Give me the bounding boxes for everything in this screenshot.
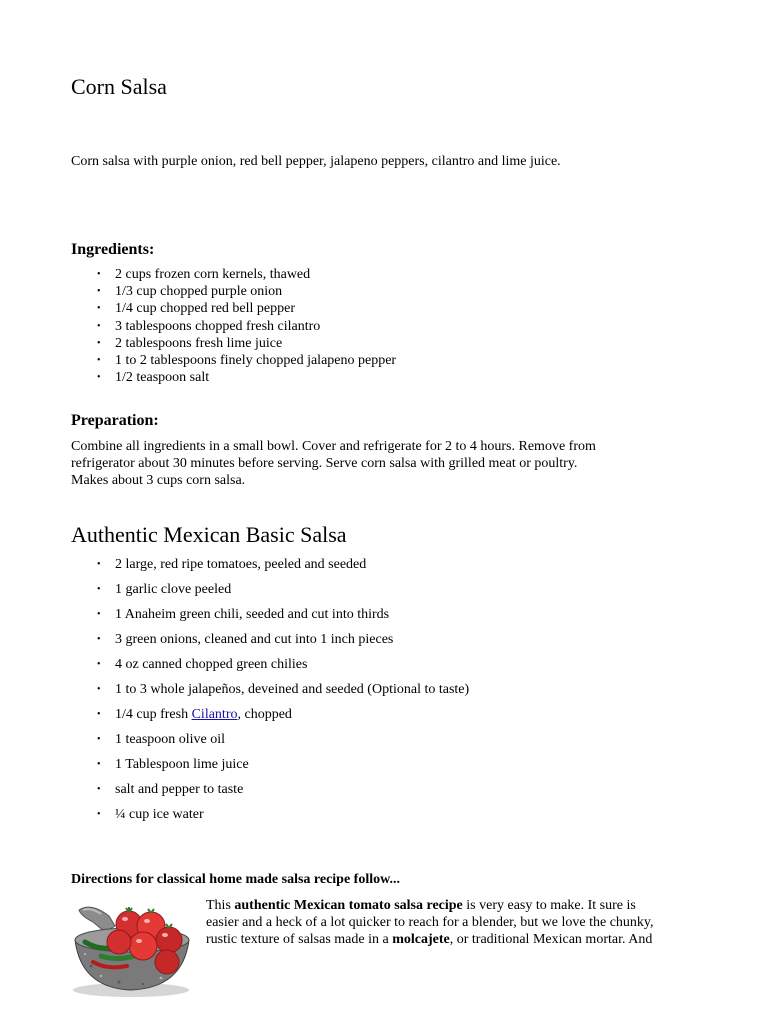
corn-salsa-description: Corn salsa with purple onion, red bell pepper, jalapeno peppers, cilantro and lime juice.	[71, 154, 561, 169]
preparation-text	[71, 438, 596, 489]
list-item: • 1 to 3 whole jalapeños, deveined and seeded (Optional to taste)	[71, 677, 731, 702]
intro-line: easier and a heck of a lot quicker to reach for a blender, but we love the chunky,	[206, 915, 654, 930]
bullet-icon: •	[97, 286, 101, 298]
list-item: • 3 green onions, cleaned and cut into 1 inch pieces	[71, 627, 731, 652]
bullet-icon: •	[97, 634, 101, 645]
list-item: • 2 large, red ripe tomatoes, peeled and seeded	[71, 552, 731, 577]
list-item: • 4 oz canned chopped green chilies	[71, 652, 731, 677]
preparation-heading: Preparation:	[71, 412, 159, 429]
cilantro-link[interactable]: Cilantro	[191, 707, 238, 722]
bullet-icon: •	[97, 372, 101, 384]
list-item: • 1 garlic clove peeled	[71, 577, 731, 602]
corn-salsa-ingredient-list	[71, 266, 711, 386]
intro-line: This authentic Mexican tomato salsa recipe is very easy to make. It sure is	[206, 898, 636, 913]
list-item: • 2 tablespoons fresh lime juice	[97, 335, 283, 351]
bullet-icon: •	[97, 684, 101, 695]
list-item: • 1/2 teaspoon salt	[97, 370, 210, 386]
bullet-icon: •	[97, 269, 101, 280]
list-item: • 3 tablespoons chopped fresh cilantro	[97, 318, 321, 334]
intro-line: rustic texture of salsas made in a molcajete, or traditional Mexican mortar. And	[206, 932, 653, 947]
bullet-icon: •	[97, 659, 101, 670]
bullet-icon: •	[97, 559, 101, 570]
bullet-icon: •	[97, 809, 101, 820]
basic-salsa-title: Authentic Mexican Basic Salsa	[71, 522, 347, 547]
list-item: • 1 Tablespoon lime juice	[71, 752, 731, 777]
basic-salsa-ingredient-list	[71, 552, 731, 827]
list-item: • salt and pepper to taste	[71, 777, 731, 802]
list-item: • 1 teaspoon olive oil	[71, 727, 731, 752]
bullet-icon: •	[97, 584, 101, 595]
bullet-icon: •	[97, 759, 101, 770]
list-item: • 1 Anaheim green chili, seeded and cut into thirds	[71, 602, 731, 627]
corn-salsa-title: Corn Salsa	[71, 74, 167, 99]
bullet-icon: •	[97, 609, 101, 620]
preparation-line: Combine all ingredients in a small bowl. Cover and refrigerate for 2 to 4 hours. Remove from	[71, 439, 596, 454]
list-item: • ¼ cup ice water	[71, 802, 731, 827]
ingredients-heading: Ingredients:	[71, 241, 155, 258]
bullet-icon: •	[97, 734, 101, 745]
list-item: • 1 to 2 tablespoons finely chopped jalapeno pepper	[97, 352, 397, 368]
bullet-icon: •	[97, 354, 101, 366]
salsa-molcajete-image	[71, 896, 199, 998]
bullet-icon: •	[97, 784, 101, 795]
list-item: • 1/4 cup chopped red bell pepper	[97, 301, 295, 317]
bullet-icon: •	[97, 303, 101, 315]
salsa-intro-paragraph	[206, 897, 654, 948]
list-item: • 1/4 cup fresh Cilantro, chopped	[71, 702, 731, 727]
bullet-icon: •	[97, 709, 101, 720]
bullet-icon: •	[97, 337, 101, 349]
preparation-line: refrigerator about 30 minutes before serving. Serve corn salsa with grilled meat or poultry.	[71, 456, 578, 471]
list-item: • 2 cups frozen corn kernels, thawed	[97, 267, 311, 282]
bullet-icon: •	[97, 320, 101, 332]
preparation-line: Makes about 3 cups corn salsa.	[71, 473, 246, 488]
list-item: • 1/3 cup chopped purple onion	[97, 284, 283, 300]
directions-heading: Directions for classical home made salsa recipe follow...	[71, 872, 400, 887]
